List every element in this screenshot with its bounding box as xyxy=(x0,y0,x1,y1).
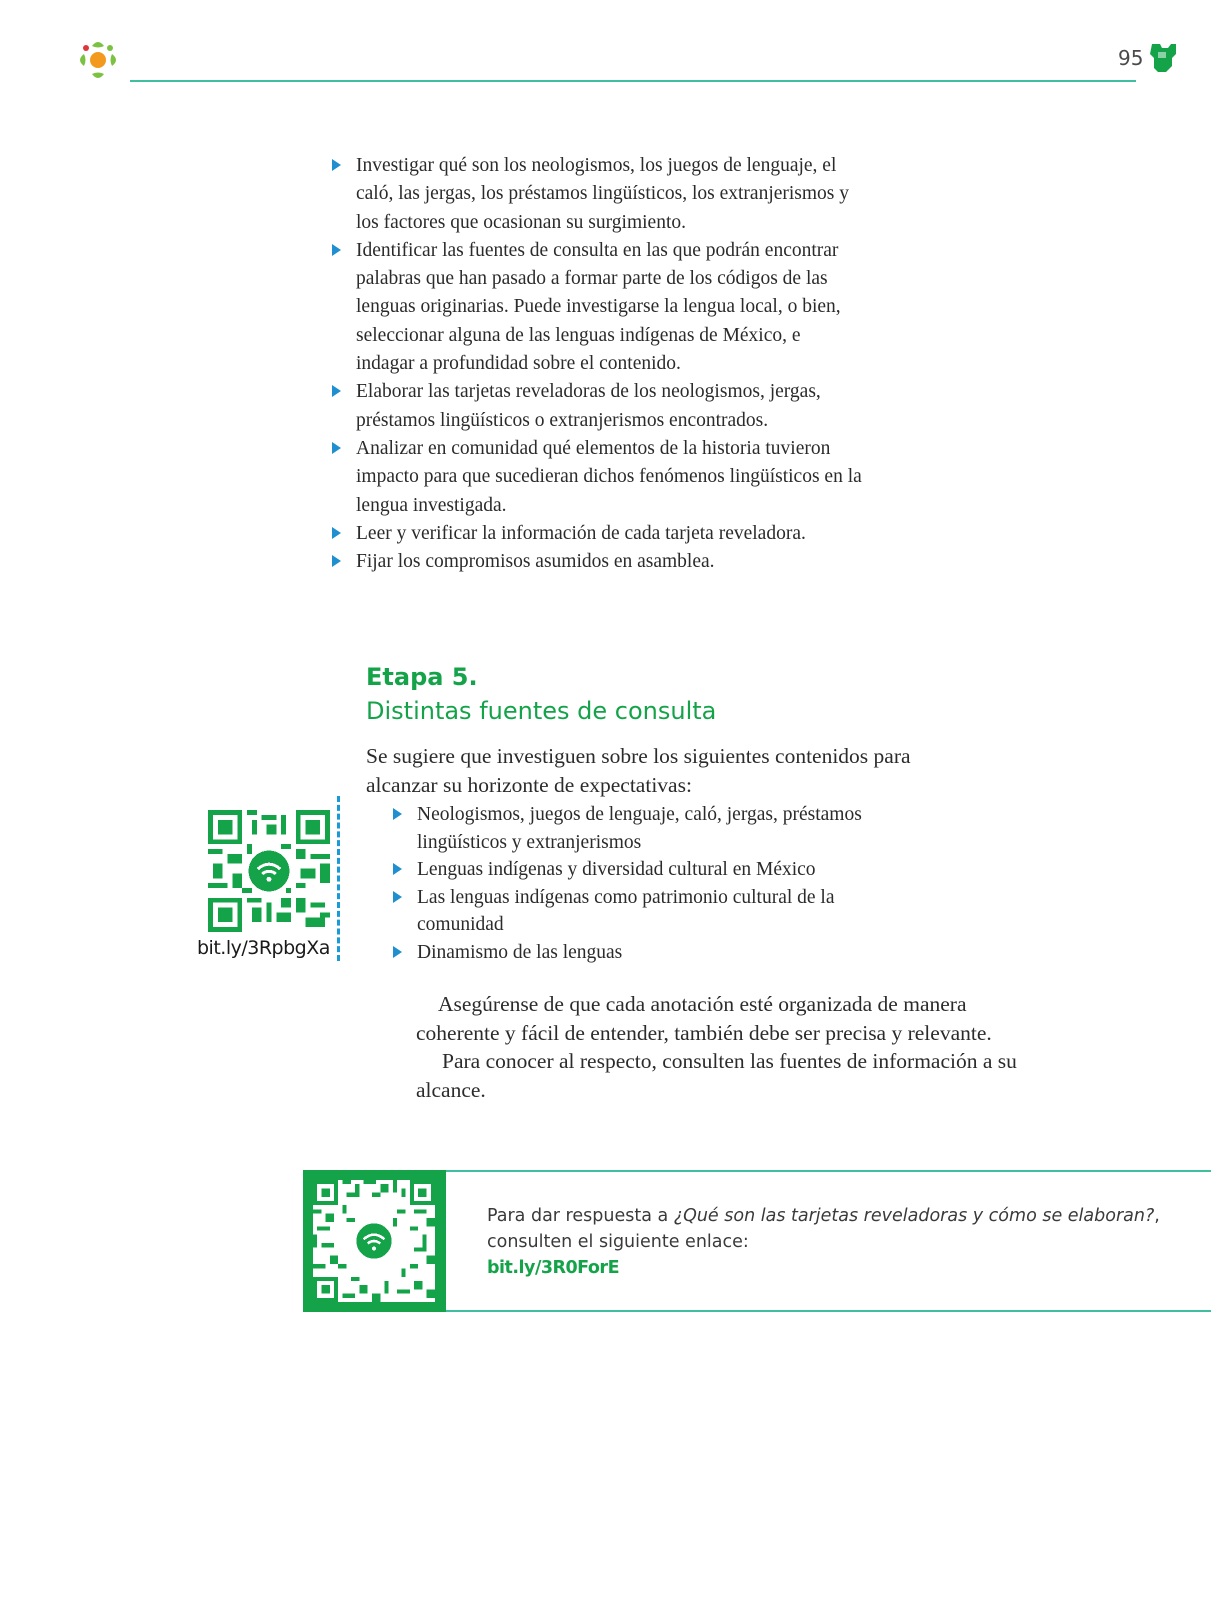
header-rule xyxy=(130,80,1136,82)
stage-heading xyxy=(366,660,716,728)
page-number: 95 xyxy=(1118,46,1144,70)
flower-logo-icon xyxy=(72,34,124,86)
list-item: Elaborar las tarjetas reveladoras de los neologismos, jergas, préstamos lingüísticos o extranjerismos encontrados. xyxy=(332,378,862,435)
list-item: Las lenguas indígenas como patrimonio cultural de la comunidad xyxy=(393,884,893,939)
list-item: Dinamismo de las lenguas xyxy=(393,939,893,967)
resource-text-before: Para dar respuesta a xyxy=(487,1206,674,1226)
dashed-divider xyxy=(337,796,340,961)
list-item: Investigar qué son los neologismos, los juegos de lenguaje, el caló, las jergas, los préstamos lingüísticos, los extranjerismos y los factores que ocasionan su surgimiento. xyxy=(332,152,862,237)
stage-intro: Se sugiere que investiguen sobre los siguientes contenidos para alcanzar su horizonte de expectativas: xyxy=(366,744,911,797)
list-item: Lenguas indígenas y diversidad cultural en México xyxy=(393,856,893,884)
stage-subtitle: Distintas fuentes de consulta xyxy=(366,697,717,725)
list-item: Analizar en comunidad qué elementos de la historia tuvieron impacto para que sucedieran dichos fenómenos lingüísticos en la lengua investigada. xyxy=(332,435,862,520)
qr-code-icon[interactable] xyxy=(313,1180,435,1302)
qr-panel xyxy=(303,1170,446,1312)
resource-box xyxy=(303,1170,1211,1312)
resource-link[interactable]: bit.ly/3R0ForE xyxy=(487,1258,620,1278)
topics-list xyxy=(393,801,893,966)
list-item: Identificar las fuentes de consulta en las que podrán encontrar palabras que han pasado a formar parte de los códigos de las lenguas originarias. Puede investigarse la lengua local, o bien, seleccionar alguna de las lenguas indígenas de México, e indagar a profundidad sobre el contenido. xyxy=(332,237,862,378)
glyph-icon xyxy=(1148,40,1178,74)
activities-list xyxy=(332,152,862,576)
resource-text xyxy=(487,1203,1211,1281)
closing-paragraph: Asegúrense de que cada anotación esté organizada de manera coherente y fácil de entender, también debe ser precisa y relevante. xyxy=(416,992,992,1045)
qr-code-icon[interactable] xyxy=(208,810,330,932)
list-item: Neologismos, juegos de lenguaje, caló, jergas, préstamos lingüísticos y extranjerismos xyxy=(393,801,893,856)
list-item: Fijar los compromisos asumidos en asamblea. xyxy=(332,548,862,576)
closing-paragraph: Para conocer al respecto, consulten las fuentes de información a su alcance. xyxy=(416,1049,1017,1102)
list-item: Leer y verificar la información de cada tarjeta reveladora. xyxy=(332,520,862,548)
resource-text-after: , consulten el siguiente enlace: xyxy=(487,1206,1160,1252)
qr-link[interactable]: bit.ly/3RpbgXa xyxy=(197,937,330,959)
resource-question: ¿Qué son las tarjetas reveladoras y cómo se elaboran? xyxy=(673,1206,1155,1226)
stage-title: Etapa 5. xyxy=(366,663,478,691)
closing-text xyxy=(416,990,1041,1104)
